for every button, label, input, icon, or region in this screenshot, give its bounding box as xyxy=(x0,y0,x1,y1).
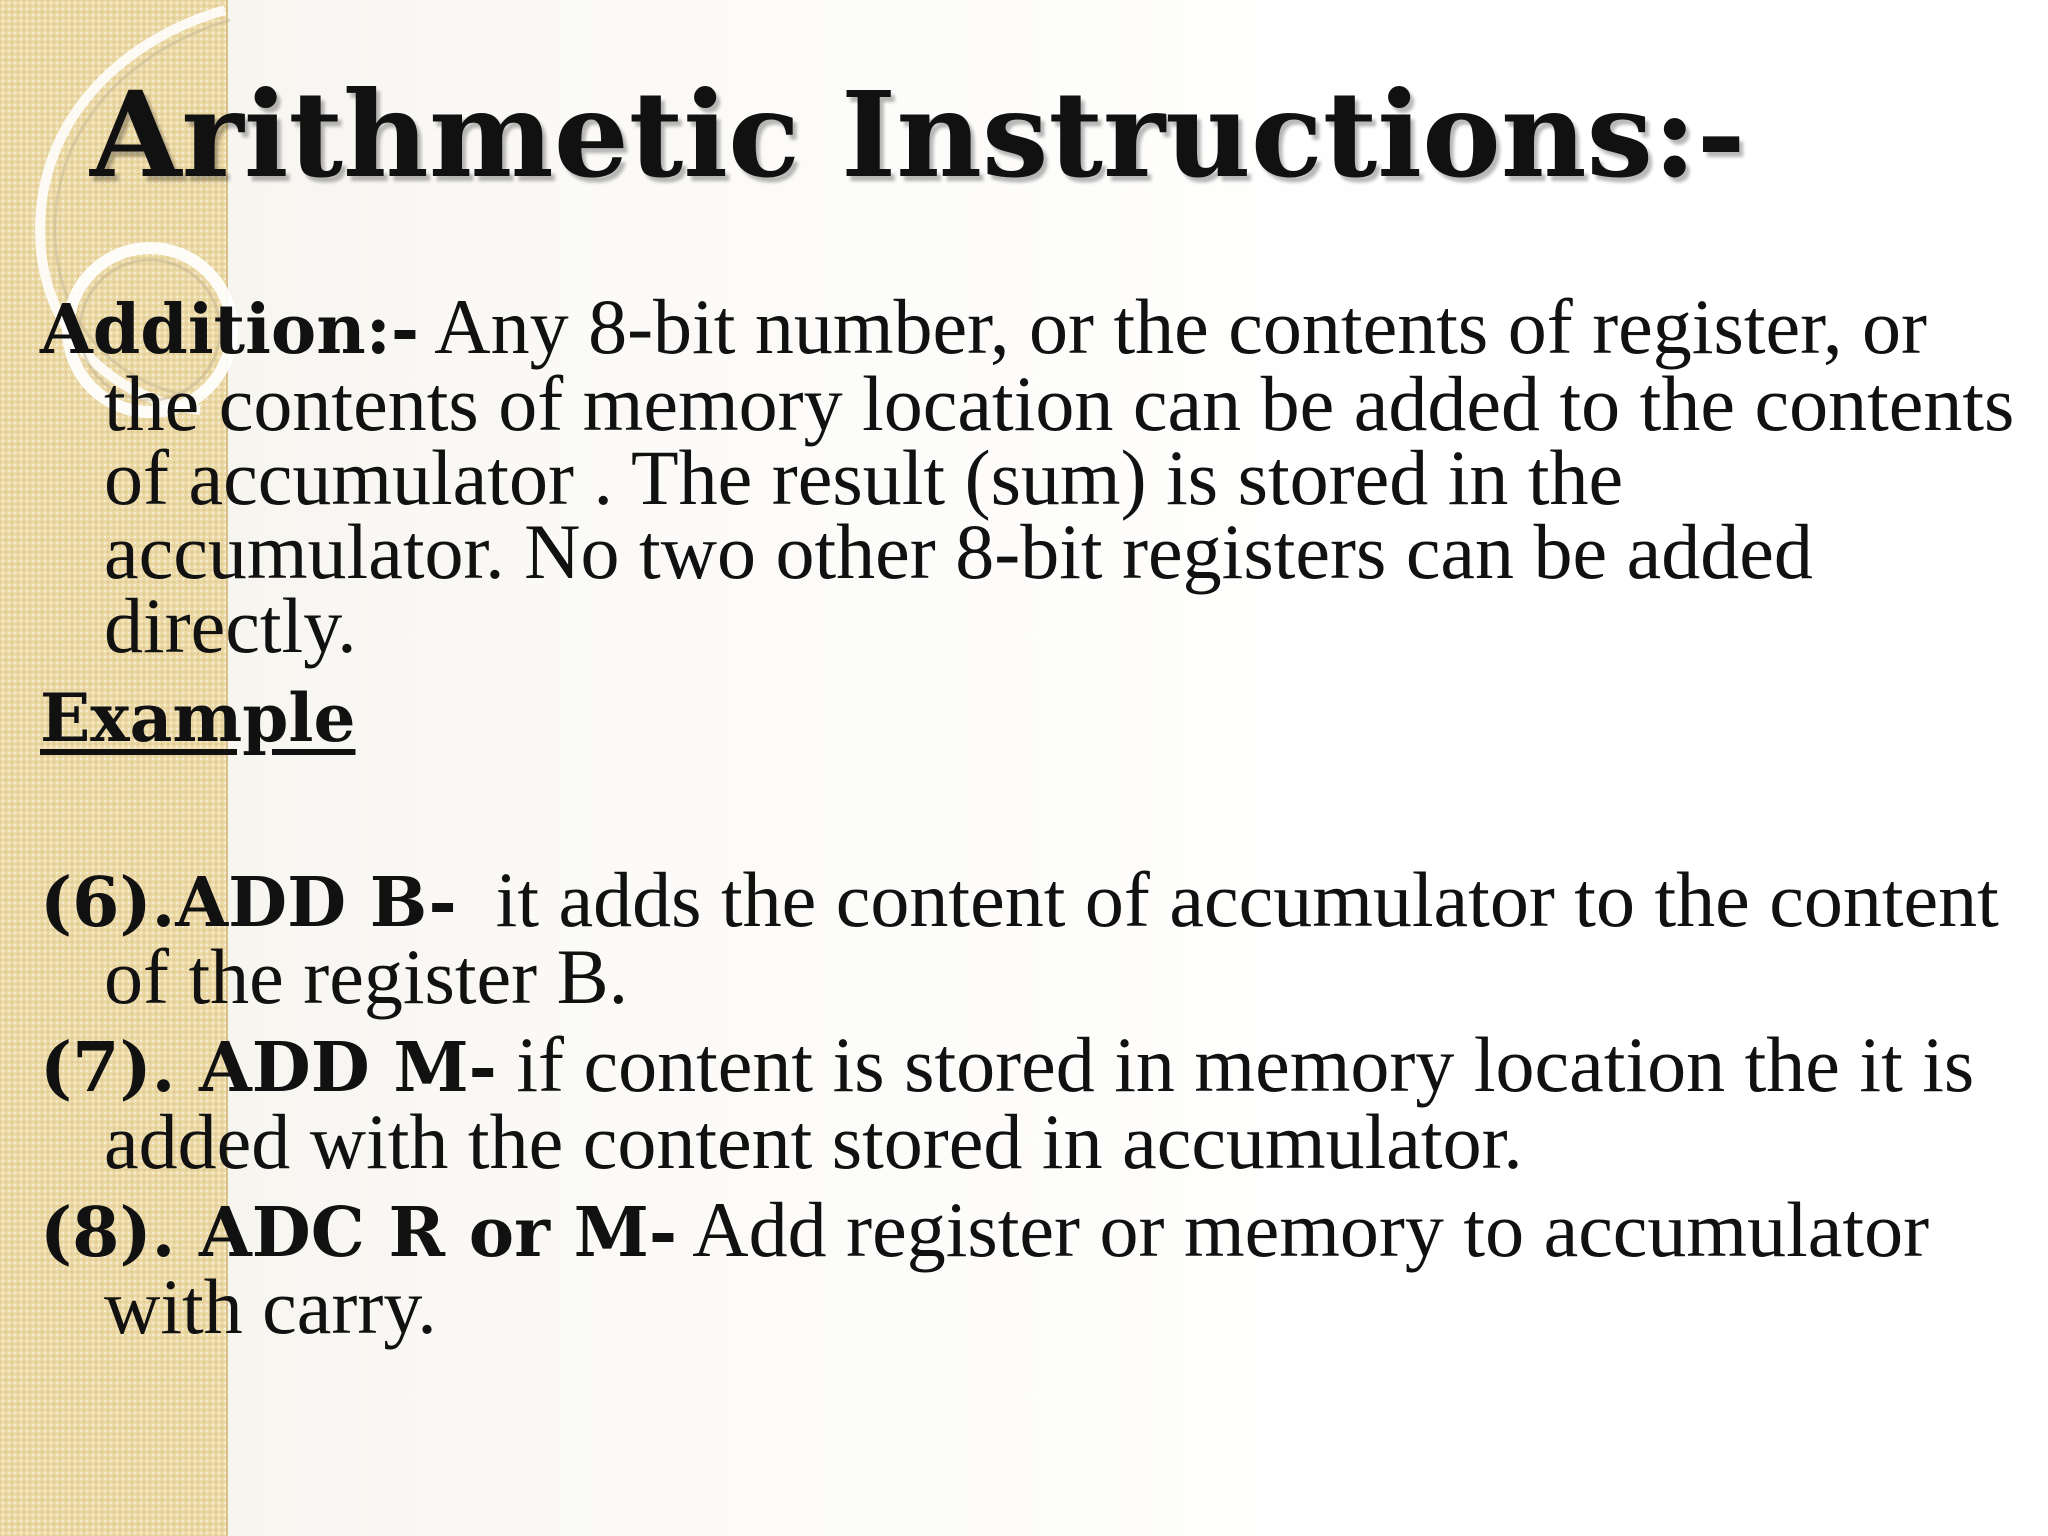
instruction-text: it adds the content of accumulator to the content of the register B. xyxy=(104,856,2019,1020)
spacer xyxy=(40,755,2030,863)
instruction-text: if content is stored in memory location the it is added with the content stored in accumulator. xyxy=(104,1021,1975,1185)
instruction-item xyxy=(40,856,2030,1020)
instruction-text: Add register or memory to accumulator with carry. xyxy=(104,1186,2008,1350)
instruction-label: (7). ADD M- xyxy=(40,1028,497,1108)
instruction-label: (8). ADC R or M- xyxy=(40,1193,678,1273)
instruction-item xyxy=(40,1021,2030,1185)
slide-body xyxy=(40,283,2030,1358)
addition-label: Addition:- xyxy=(40,290,420,370)
example-heading: Example xyxy=(40,679,356,757)
addition-paragraph xyxy=(40,283,2030,669)
addition-text: Any 8-bit number, or the contents of register, or the contents of memory location can be added to the contents of accumulator . The result (sum) is stored in the accumulator. No two other 8-bit registers can be added directly. xyxy=(104,283,2015,669)
instruction-label: (6).ADD B- xyxy=(40,863,457,943)
slide-title: Arithmetic Instructions:- xyxy=(90,65,1746,204)
instruction-item xyxy=(40,1186,2030,1350)
